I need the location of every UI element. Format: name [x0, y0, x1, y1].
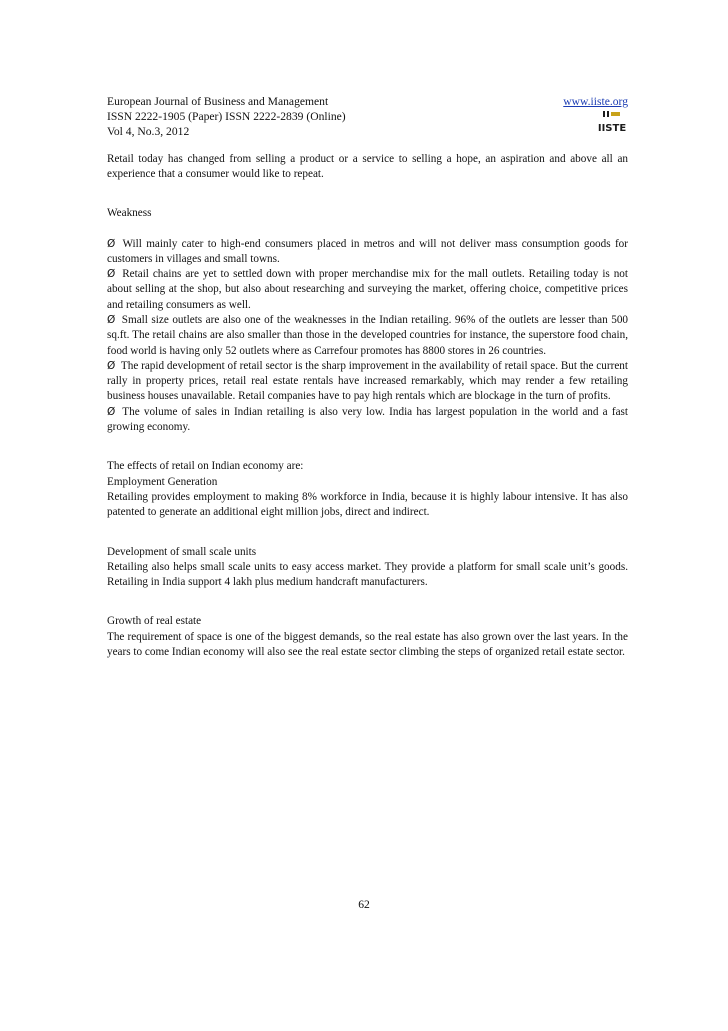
journal-title: European Journal of Business and Management	[107, 95, 329, 108]
weakness-item-text: The volume of sales in Indian retailing is also very low. India has largest population in the world and a fast growing economy.	[107, 405, 628, 434]
weakness-item	[107, 405, 628, 436]
employment-paragraph: Retailing provides employment to making 8% workforce in India, because it is highly labour intensive. It has also patented to generate an additional eight million jobs, direct and indirect.	[107, 490, 628, 519]
journal-header	[107, 94, 628, 140]
weakness-item-text: Retail chains are yet to settled down with proper merchandise mix for the mall outlets. Retailing today is not about selling at the shop, but also about researching and surveying the market, offering choice, competitive prices and retailing consumers as well.	[107, 268, 629, 311]
employment-heading: Employment Generation	[107, 475, 218, 488]
arrow-bullet-icon: Ø	[107, 237, 116, 250]
journal-website-link[interactable]: www.iiste.org	[563, 95, 628, 108]
real-estate-heading: Growth of real estate	[107, 615, 202, 628]
iiste-logo-icon	[597, 110, 627, 136]
small-scale-paragraph: Retailing also helps small scale units to easy access market. They provide a platform for small scale unit’s goods. Retailing in India support 4 lakh plus medium handcraft manufacturers.	[107, 560, 628, 589]
weakness-item	[107, 313, 628, 359]
weakness-item-text: Small size outlets are also one of the weaknesses in the Indian retailing. 96% of the outlets are lesser than 500 sq.ft. The retail chains are also smaller than those in the developed countries for instance, the superstore food chain, food world is having only 52 outlets where as Carrefour promotes has 8800 stores in 26 countries.	[107, 313, 629, 357]
arrow-bullet-icon: Ø	[107, 359, 116, 372]
effects-intro: The effects of retail on Indian economy are:	[107, 460, 304, 473]
journal-issn: ISSN 2222-1905 (Paper) ISSN 2222-2839 (Online)	[107, 110, 346, 124]
arrow-bullet-icon: Ø	[107, 268, 116, 281]
weakness-item-text: Will mainly cater to high-end consumers placed in metros and will not deliver mass consumption goods for customers in villages and small towns.	[107, 237, 628, 265]
arrow-bullet-icon: Ø	[107, 313, 116, 326]
weakness-item	[107, 267, 628, 313]
weakness-item	[107, 237, 628, 268]
small-scale-heading: Development of small scale units	[107, 545, 257, 558]
intro-paragraph: Retail today has changed from selling a product or a service to selling a hope, an aspiration and above all an experience that a consumer would like to repeat.	[107, 152, 628, 180]
svg-text:IISTE: IISTE	[597, 123, 627, 134]
real-estate-paragraph: The requirement of space is one of the biggest demands, so the real estate has also grown over the last years. In the years to come Indian economy will also see the real estate sector climbing the steps of organized retail estate sector.	[107, 630, 628, 659]
weakness-item	[107, 359, 628, 405]
arrow-bullet-icon: Ø	[107, 405, 116, 418]
page-number: 62	[358, 898, 370, 911]
document-page	[107, 94, 628, 660]
weakness-heading: Weakness	[107, 207, 152, 220]
weakness-item-text: The rapid development of retail sector is the sharp improvement in the availability of retail space. But the current rally in property prices, retail real estate rentals have increased remarkably, which may render a few retailing business houses unavailable. Retail companies have to pay high rentals which are blockage in the turn of profits.	[107, 359, 628, 403]
journal-volume: Vol 4, No.3, 2012	[107, 125, 190, 139]
